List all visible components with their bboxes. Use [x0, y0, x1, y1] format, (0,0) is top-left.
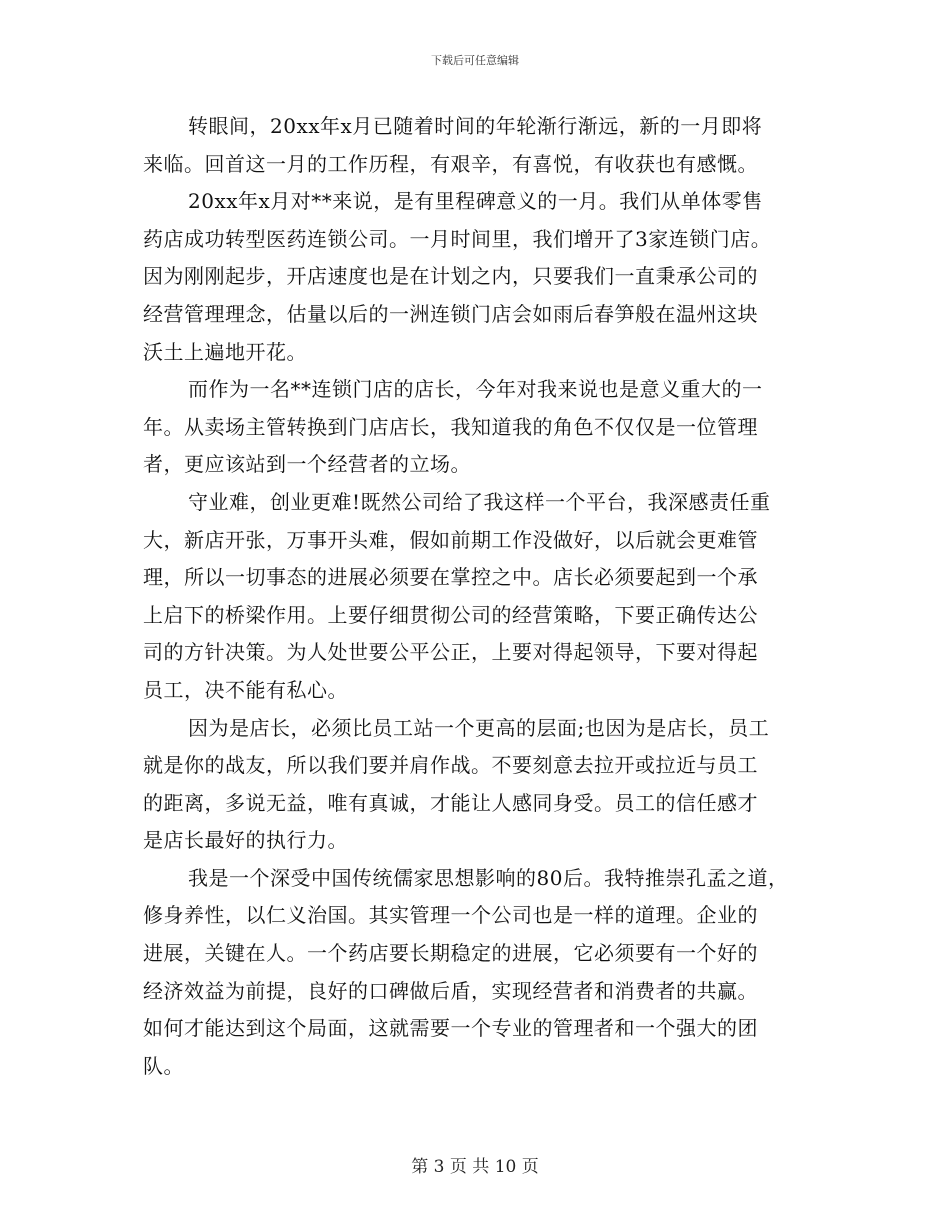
text-line: 员工，决不能有私心。 — [143, 677, 348, 702]
text-line: 司的方针决策。为人处世要公平公正，上要对得起领导，下要对得起 — [143, 640, 758, 665]
text-line: 是店长最好的执行力。 — [143, 828, 348, 853]
page-header: 下载后可任意编辑 — [431, 54, 519, 67]
text-line: 的距离，多说无益，唯有真诚，才能让人感同身受。员工的信任感才 — [143, 790, 758, 815]
text-line: 队。 — [143, 1053, 184, 1078]
text-line: 就是你的战友，所以我们要并肩作战。不要刻意去拉开或拉近与员工 — [143, 753, 758, 778]
text-line: 经营管理理念，估量以后的一洲连锁门店会如雨后春笋般在温州这块 — [143, 301, 758, 326]
text-line: 上启下的桥梁作用。上要仔细贯彻公司的经营策略，下要正确传达公 — [143, 602, 758, 627]
text-line: 大，新店开张，万事开头难，假如前期工作没做好，以后就会更难管 — [143, 527, 758, 552]
text-line: 者，更应该站到一个经营者的立场。 — [143, 452, 471, 477]
text-line: 转眼间，20xx年x月已随着时间的年轮渐行渐远，新的一月即将 — [188, 114, 763, 138]
text-line: 我是一个深受中国传统儒家思想影响的80后。我特推崇孔孟之道， — [188, 865, 789, 890]
text-line: 守业难，创业更难!既然公司给了我这样一个平台，我深感责任重 — [188, 489, 771, 514]
text-line: 理，所以一切事态的进展必须要在掌控之中。店长必须要起到一个承 — [143, 565, 758, 590]
text-line: 药店成功转型医药连锁公司。一月时间里，我们增开了3家连锁门店。 — [143, 226, 772, 251]
page-footer: 第 3 页 共 10 页 — [411, 1157, 539, 1177]
text-line: 沃土上遍地开花。 — [143, 339, 307, 364]
text-line: 来临。回首这一月的工作历程，有艰辛，有喜悦，有收获也有感慨。 — [143, 151, 758, 176]
text-line: 进展，关键在人。一个药店要长期稳定的进展，它必须要有一个好的 — [143, 941, 758, 966]
text-line: 如何才能达到这个局面，这就需要一个专业的管理者和一个强大的团 — [143, 1016, 758, 1041]
document-body — [143, 108, 813, 1085]
text-line: 因为刚刚起步，开店速度也是在计划之内，只要我们一直秉承公司的 — [143, 264, 758, 289]
text-line: 因为是店长，必须比员工站一个更高的层面;也因为是店长，员工 — [188, 715, 770, 740]
text-line: 20xx年x月对**来说，是有里程碑意义的一月。我们从单体零售 — [188, 189, 763, 214]
text-line: 修身养性，以仁义治国。其实管理一个公司也是一样的道理。企业的 — [143, 903, 758, 928]
text-line: 年。从卖场主管转换到门店店长，我知道我的角色不仅仅是一位管理 — [143, 414, 758, 439]
text-line: 而作为一名**连锁门店的店长，今年对我来说也是意义重大的一 — [188, 377, 763, 402]
text-line: 经济效益为前提，良好的口碑做后盾，实现经营者和消费者的共赢。 — [143, 978, 758, 1003]
